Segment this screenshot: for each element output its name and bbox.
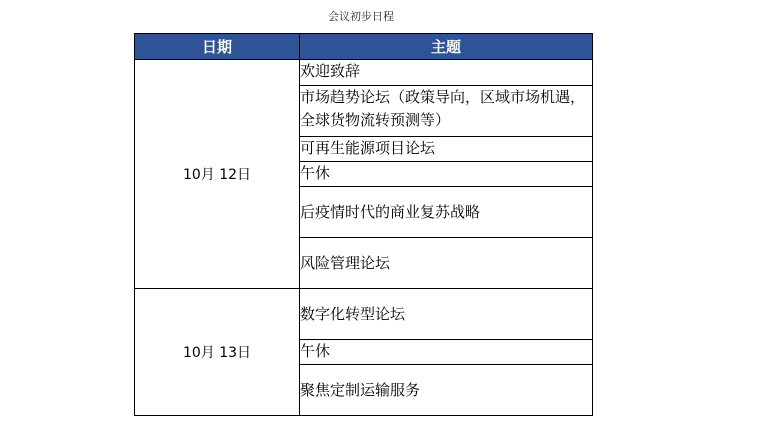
- date-column-header: 日期: [135, 34, 300, 60]
- date-cell-day1: 10月 12日: [135, 60, 300, 289]
- topic-cell: 市场趋势论坛（政策导向，区域市场机遇，全球货物流转预测等）: [300, 86, 593, 137]
- topic-cell: 聚焦定制运输服务: [300, 365, 593, 416]
- topic-cell: 后疫情时代的商业复苏战略: [300, 187, 593, 238]
- table-row: [135, 60, 593, 86]
- topic-cell: 午休: [300, 162, 593, 187]
- topic-cell: 可再生能源项目论坛: [300, 137, 593, 162]
- topic-cell: 欢迎致辞: [300, 60, 593, 86]
- topic-cell: 午休: [300, 340, 593, 365]
- topic-cell: 数字化转型论坛: [300, 289, 593, 340]
- document-title: 会议初步日程: [328, 10, 394, 23]
- topic-column-header: 主题: [300, 34, 593, 60]
- table-header-row: [135, 34, 593, 60]
- table-row: [135, 289, 593, 340]
- topic-cell: 风险管理论坛: [300, 238, 593, 289]
- schedule-table: [134, 33, 593, 416]
- date-cell-day2: 10月 13日: [135, 289, 300, 416]
